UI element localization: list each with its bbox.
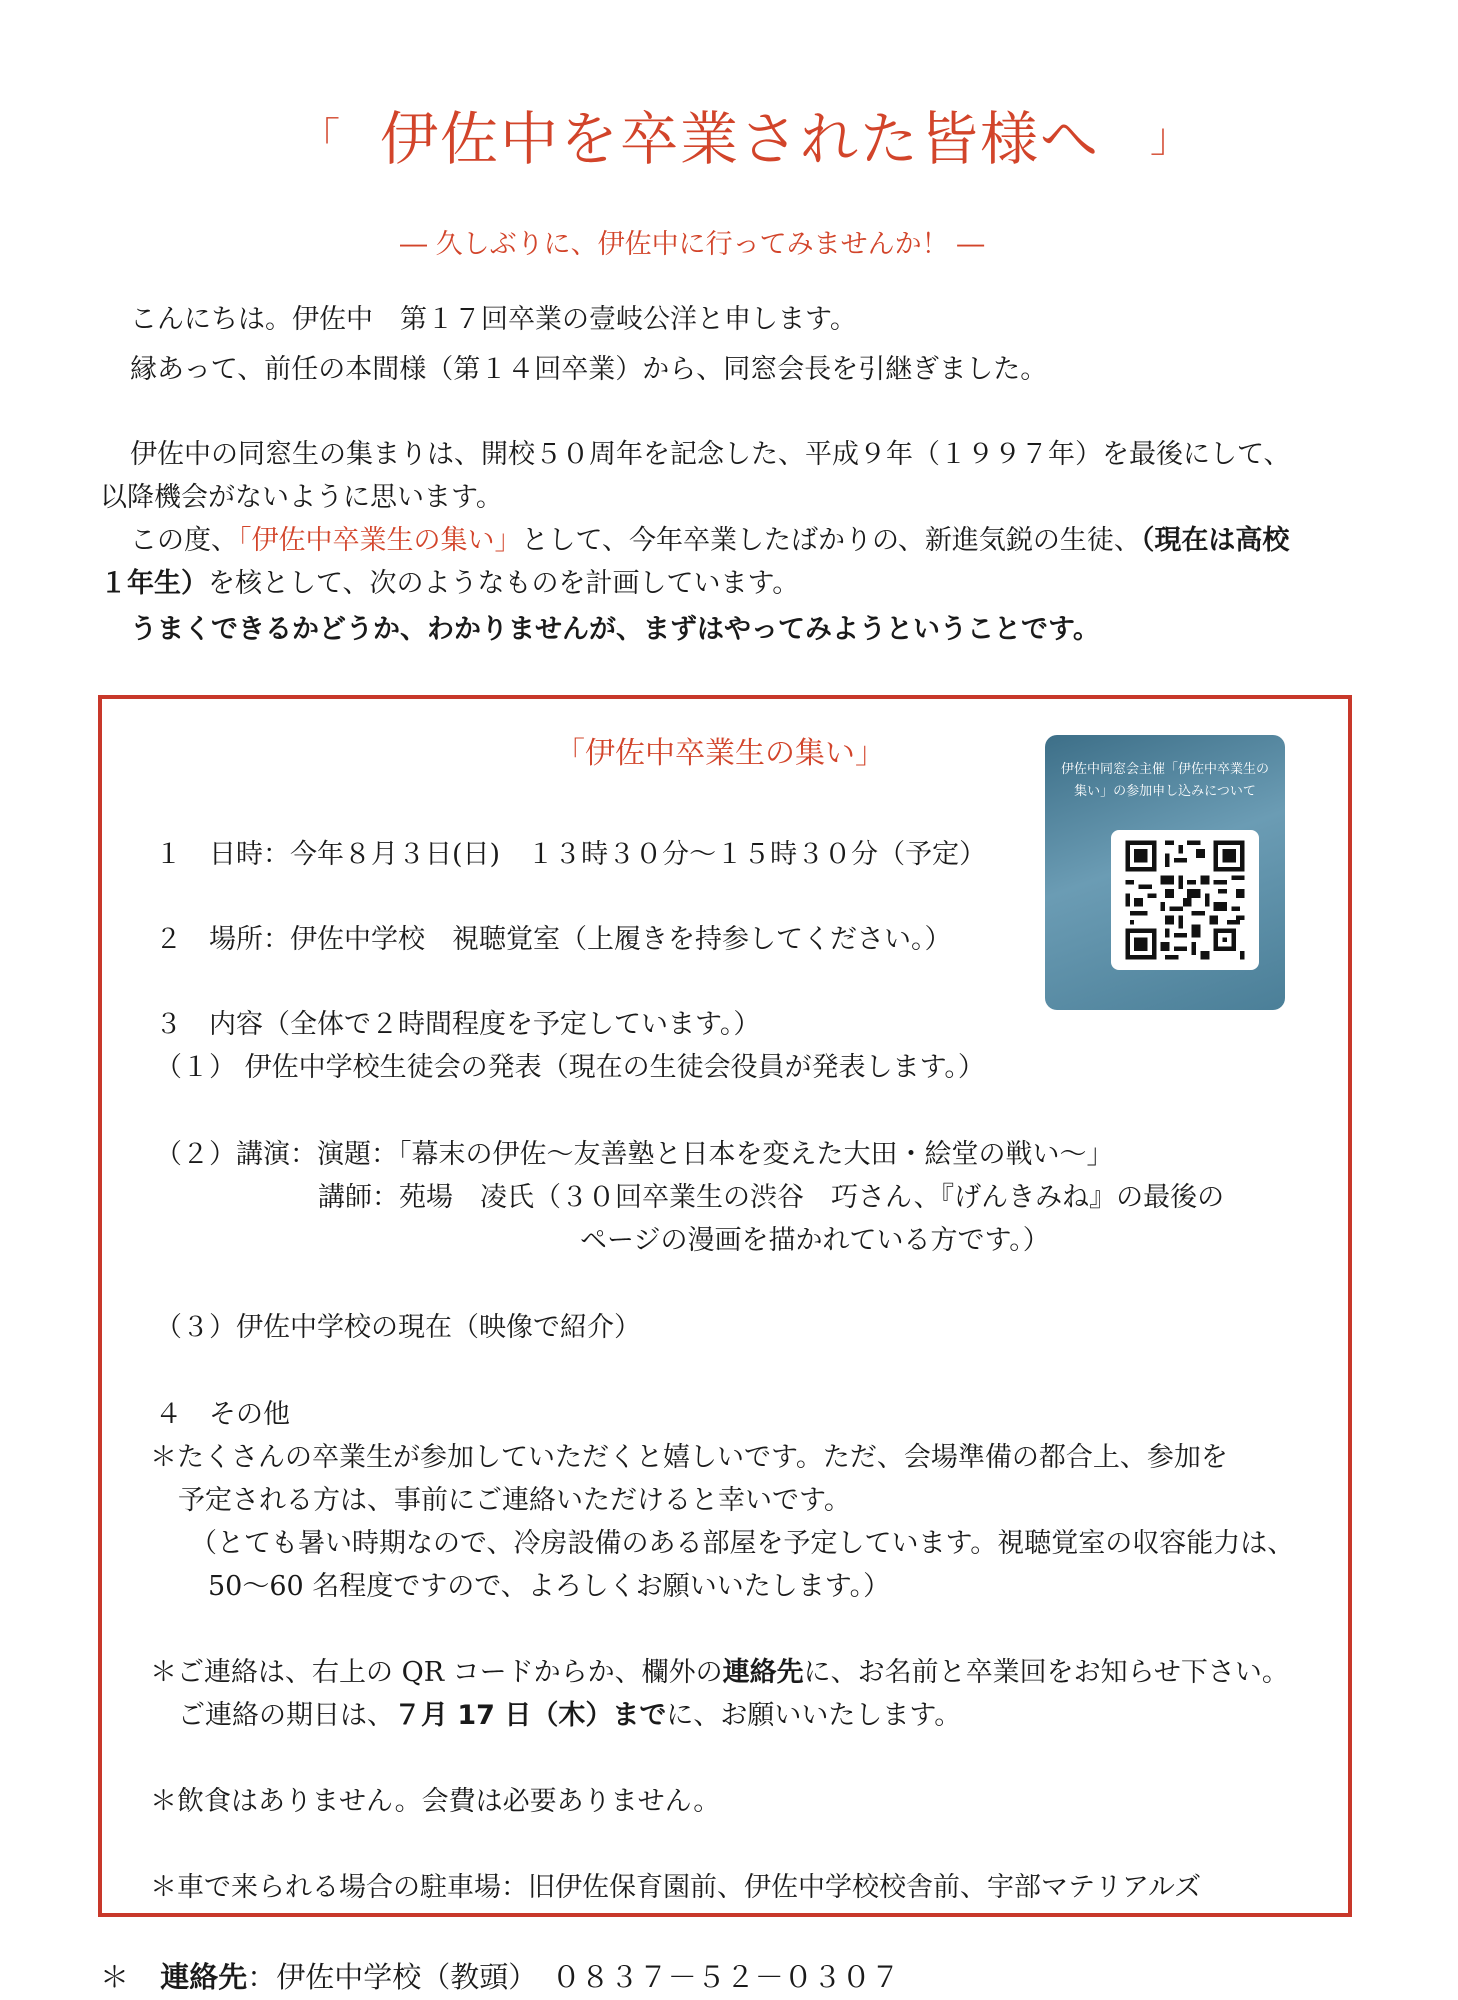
event-item-content-2-c: ページの漫画を描かれている方です。） bbox=[580, 1225, 1050, 1256]
event-note-4: ＊車で来られる場合の駐車場：旧伊佐保育園前、伊佐中学校校舎前、宇部マテリアルズ bbox=[150, 1872, 1202, 1903]
event-note-2-a bbox=[150, 1653, 1289, 1693]
event-item-place: ２ 場所：伊佐中学校 視聴覚室（上履きを持参してください。） bbox=[155, 924, 952, 955]
intro-line-4: 以降機会がないように思います。 bbox=[100, 482, 503, 513]
intro-line-7: うまくできるかどうか、わかりませんが、まずはやってみようということです。 bbox=[130, 614, 1100, 645]
event-item-content: ３ 内容（全体で２時間程度を予定しています。） bbox=[155, 1009, 761, 1040]
event-note-1-d: 50～60 名程度ですので、よろしくお願いいたします。） bbox=[208, 1571, 891, 1602]
event-title: 「伊佐中卒業生の集い」 bbox=[555, 736, 885, 771]
qr-caption: 伊佐中同窓会主催「伊佐中卒業生の集い」の参加申し込みについて bbox=[1060, 762, 1269, 799]
event-item-content-3: （３）伊佐中学校の現在（映像で紹介） bbox=[155, 1312, 641, 1343]
qr-card[interactable] bbox=[1045, 735, 1285, 1010]
contact-label: 連絡先 bbox=[160, 1960, 248, 1994]
event-note-2-b-1: ご連絡の期日は、 bbox=[178, 1700, 394, 1731]
event-item-content-2-b: 講師：苑場 凌氏（３０回卒業生の渋谷 巧さん、『げんきみね』の最後の bbox=[318, 1182, 1225, 1213]
event-note-1-b: 予定される方は、事前にご連絡いただけると幸いです。 bbox=[178, 1485, 851, 1516]
intro-line-3: 伊佐中の同窓生の集まりは、開校５０周年を記念した、平成９年（１９９７年）を最後にして、 bbox=[130, 439, 1291, 470]
title-bracket-open: 「 bbox=[300, 115, 342, 161]
event-item-content-1: （１） 伊佐中学校生徒会の発表（現在の生徒会役員が発表します。） bbox=[155, 1052, 985, 1083]
event-note-1-c: （とても暑い時期なので、冷房設備のある部屋を予定しています。視聴覚室の収容能力は、 bbox=[190, 1528, 1295, 1559]
title-text: 伊佐中を卒業された皆様へ bbox=[380, 105, 1101, 173]
event-note-2-deadline: ７月 17 日（木）まで bbox=[394, 1700, 667, 1731]
page-subtitle: ― 久しぶりに、伊佐中に行ってみませんか！ ― bbox=[400, 229, 985, 260]
event-note-2-b-2: に、お願いいたします。 bbox=[666, 1700, 962, 1731]
event-note-2-contact: 連絡先 bbox=[722, 1657, 804, 1688]
event-item-other: ４ その他 bbox=[155, 1399, 290, 1430]
event-note-2-b bbox=[178, 1696, 961, 1736]
qr-code-icon[interactable] bbox=[1120, 836, 1250, 964]
event-note-1-a: ＊たくさんの卒業生が参加していただくと嬉しいです。ただ、会場準備の都合上、参加を bbox=[150, 1442, 1228, 1473]
contact-footer bbox=[100, 1955, 900, 1996]
event-note-2-a-2: に、お名前と卒業回をお知らせ下さい。 bbox=[803, 1657, 1289, 1688]
intro-line-5-b: として、今年卒業したばかりの、新進気鋭の生徒、 bbox=[521, 525, 1141, 556]
intro-line-2: 縁あって、前任の本間様（第１４回卒業）から、同窓会長を引継ぎました。 bbox=[130, 354, 1048, 385]
contact-star: ＊ bbox=[100, 1960, 130, 1994]
intro-line-1: こんにちは。伊佐中 第１７回卒業の壹岐公洋と申します。 bbox=[130, 304, 857, 335]
title-bracket-close: 」 bbox=[1150, 115, 1193, 161]
intro-event-name: 「伊佐中卒業生の集い」 bbox=[238, 525, 522, 556]
page-title bbox=[300, 92, 1192, 176]
intro-line-6-bold: １年生） bbox=[100, 568, 208, 599]
event-note-3: ＊飲食はありません。会費は必要ありません。 bbox=[150, 1786, 721, 1817]
intro-line-5-a: この度、 bbox=[130, 525, 238, 556]
qr-code-frame bbox=[1111, 830, 1259, 970]
intro-line-5 bbox=[130, 521, 1289, 561]
intro-line-5-bold: （現在は高校 bbox=[1140, 525, 1290, 556]
event-item-content-2-a: （２）講演：演題：「幕末の伊佐～友善塾と日本を変えた大田・絵堂の戦い～」 bbox=[155, 1139, 1114, 1170]
contact-text: ：伊佐中学校（教頭） ０８３７－５２－０３０７ bbox=[247, 1960, 900, 1994]
event-item-datetime: １ 日時：今年８月３日(日) １３時３０分～１５時３０分（予定） bbox=[155, 839, 987, 870]
intro-line-6-b: を核として、次のようなものを計画しています。 bbox=[208, 568, 800, 599]
event-note-2-a-1: ＊ご連絡は、右上の QR コードからか、欄外の bbox=[150, 1657, 723, 1688]
intro-line-6 bbox=[100, 564, 799, 604]
